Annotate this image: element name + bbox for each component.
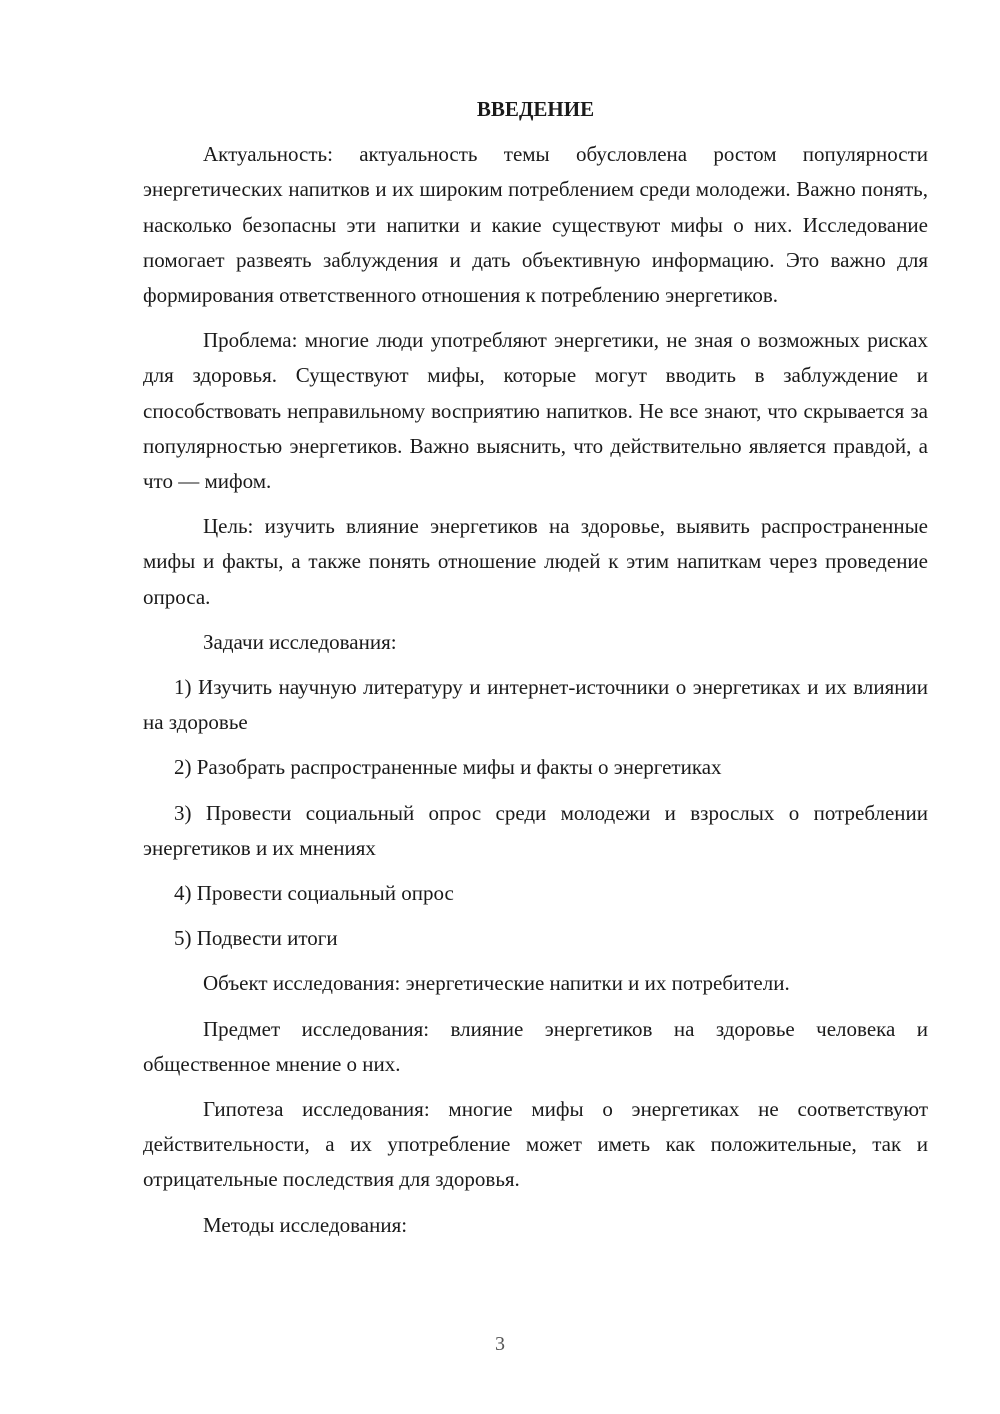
task-item: 3) Провести социальный опрос среди молодежи и взрослых о потреблении энергетиков и их мнениях [143, 800, 928, 860]
task-item: 2) Разобрать распространенные мифы и факты о энергетиках [174, 755, 722, 780]
relevance-paragraph: Актуальность: актуальность темы обусловлена ростом популярности энергетических напитков и их широким потреблением среди молодежи. Важно понять, насколько безопасны эти напитки и какие существуют мифы о них. Исследование помогает развеять заблуждения и дать объективную информацию. Это важно для формирования ответственного отношения к потреблению энергетиков. [143, 142, 928, 308]
document-page [143, 92, 928, 1253]
object-paragraph: Объект исследования: энергетические напитки и их потребители. [203, 971, 790, 996]
tasks-title: Задачи исследования: [203, 629, 397, 654]
problem-paragraph: Проблема: многие люди употребляют энергетики, не зная о возможных рисках для здоровья. Существуют мифы, которые могут вводить в заблуждение и способствовать неправильному восприятию напитков. Не все знают, что скрывается за популярностью энергетиков. Важно выяснить, что действительно является правдой, а что — мифом. [143, 328, 928, 494]
subject-paragraph: Предмет исследования: влияние энергетиков на здоровье человека и общественное мнение о них. [143, 1016, 928, 1076]
page-number: 3 [495, 1333, 505, 1355]
goal-paragraph: Цель: изучить влияние энергетиков на здоровье, выявить распространенные мифы и факты, а также понять отношение людей к этим напиткам через проведение опроса. [143, 514, 928, 609]
methods-title: Методы исследования: [203, 1212, 408, 1237]
task-item: 4) Провести социальный опрос [174, 881, 454, 906]
hypothesis-paragraph: Гипотеза исследования: многие мифы о энергетиках не соответствуют действительности, а их употребление может иметь как положительные, так и отрицательные последствия для здоровья. [143, 1097, 928, 1192]
task-item: 1) Изучить научную литературу и интернет-источники о энергетиках и их влиянии на здоровье [143, 675, 928, 735]
task-item: 5) Подвести итоги [174, 926, 338, 951]
section-heading: ВВЕДЕНИЕ [476, 97, 595, 121]
